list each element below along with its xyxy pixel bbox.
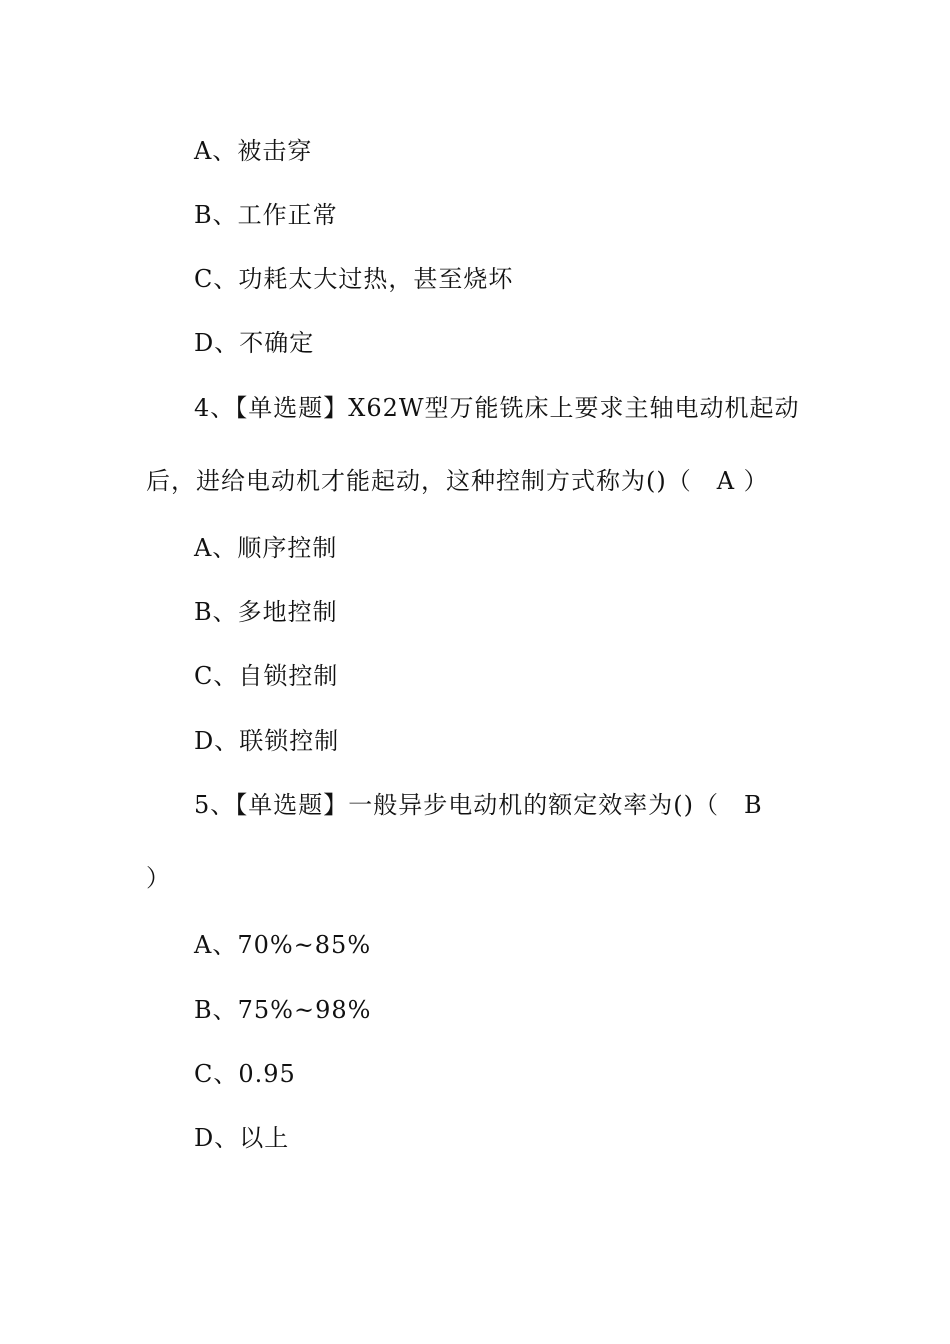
q4-question-line2: 后，进给电动机才能起动，这种控制方式称为()（ A ） [146, 467, 769, 495]
q4-option-a: A、顺序控制 [194, 534, 338, 562]
q4-option-b: B、多地控制 [194, 598, 338, 626]
q5-question-line2: ） [146, 864, 171, 892]
q4-question-line1: 4、【单选题】X62W型万能铣床上要求主轴电动机起动 [194, 394, 800, 422]
q5-option-b: B、75%~98% [194, 996, 372, 1024]
q3-option-a: A、被击穿 [194, 137, 313, 165]
q5-option-c: C、0.95 [194, 1060, 296, 1088]
q5-option-d: D、以上 [194, 1124, 290, 1152]
q3-option-b: B、工作正常 [194, 201, 338, 229]
q4-option-c: C、自锁控制 [194, 662, 339, 690]
q5-option-a: A、70%~85% [194, 931, 372, 959]
q3-option-d: D、不确定 [194, 329, 315, 357]
q3-option-c: C、功耗太大过热，甚至烧坏 [194, 265, 514, 293]
q5-question-line1: 5、【单选题】一般异步电动机的额定效率为()（ B [194, 791, 763, 819]
q4-option-d: D、联锁控制 [194, 727, 340, 755]
